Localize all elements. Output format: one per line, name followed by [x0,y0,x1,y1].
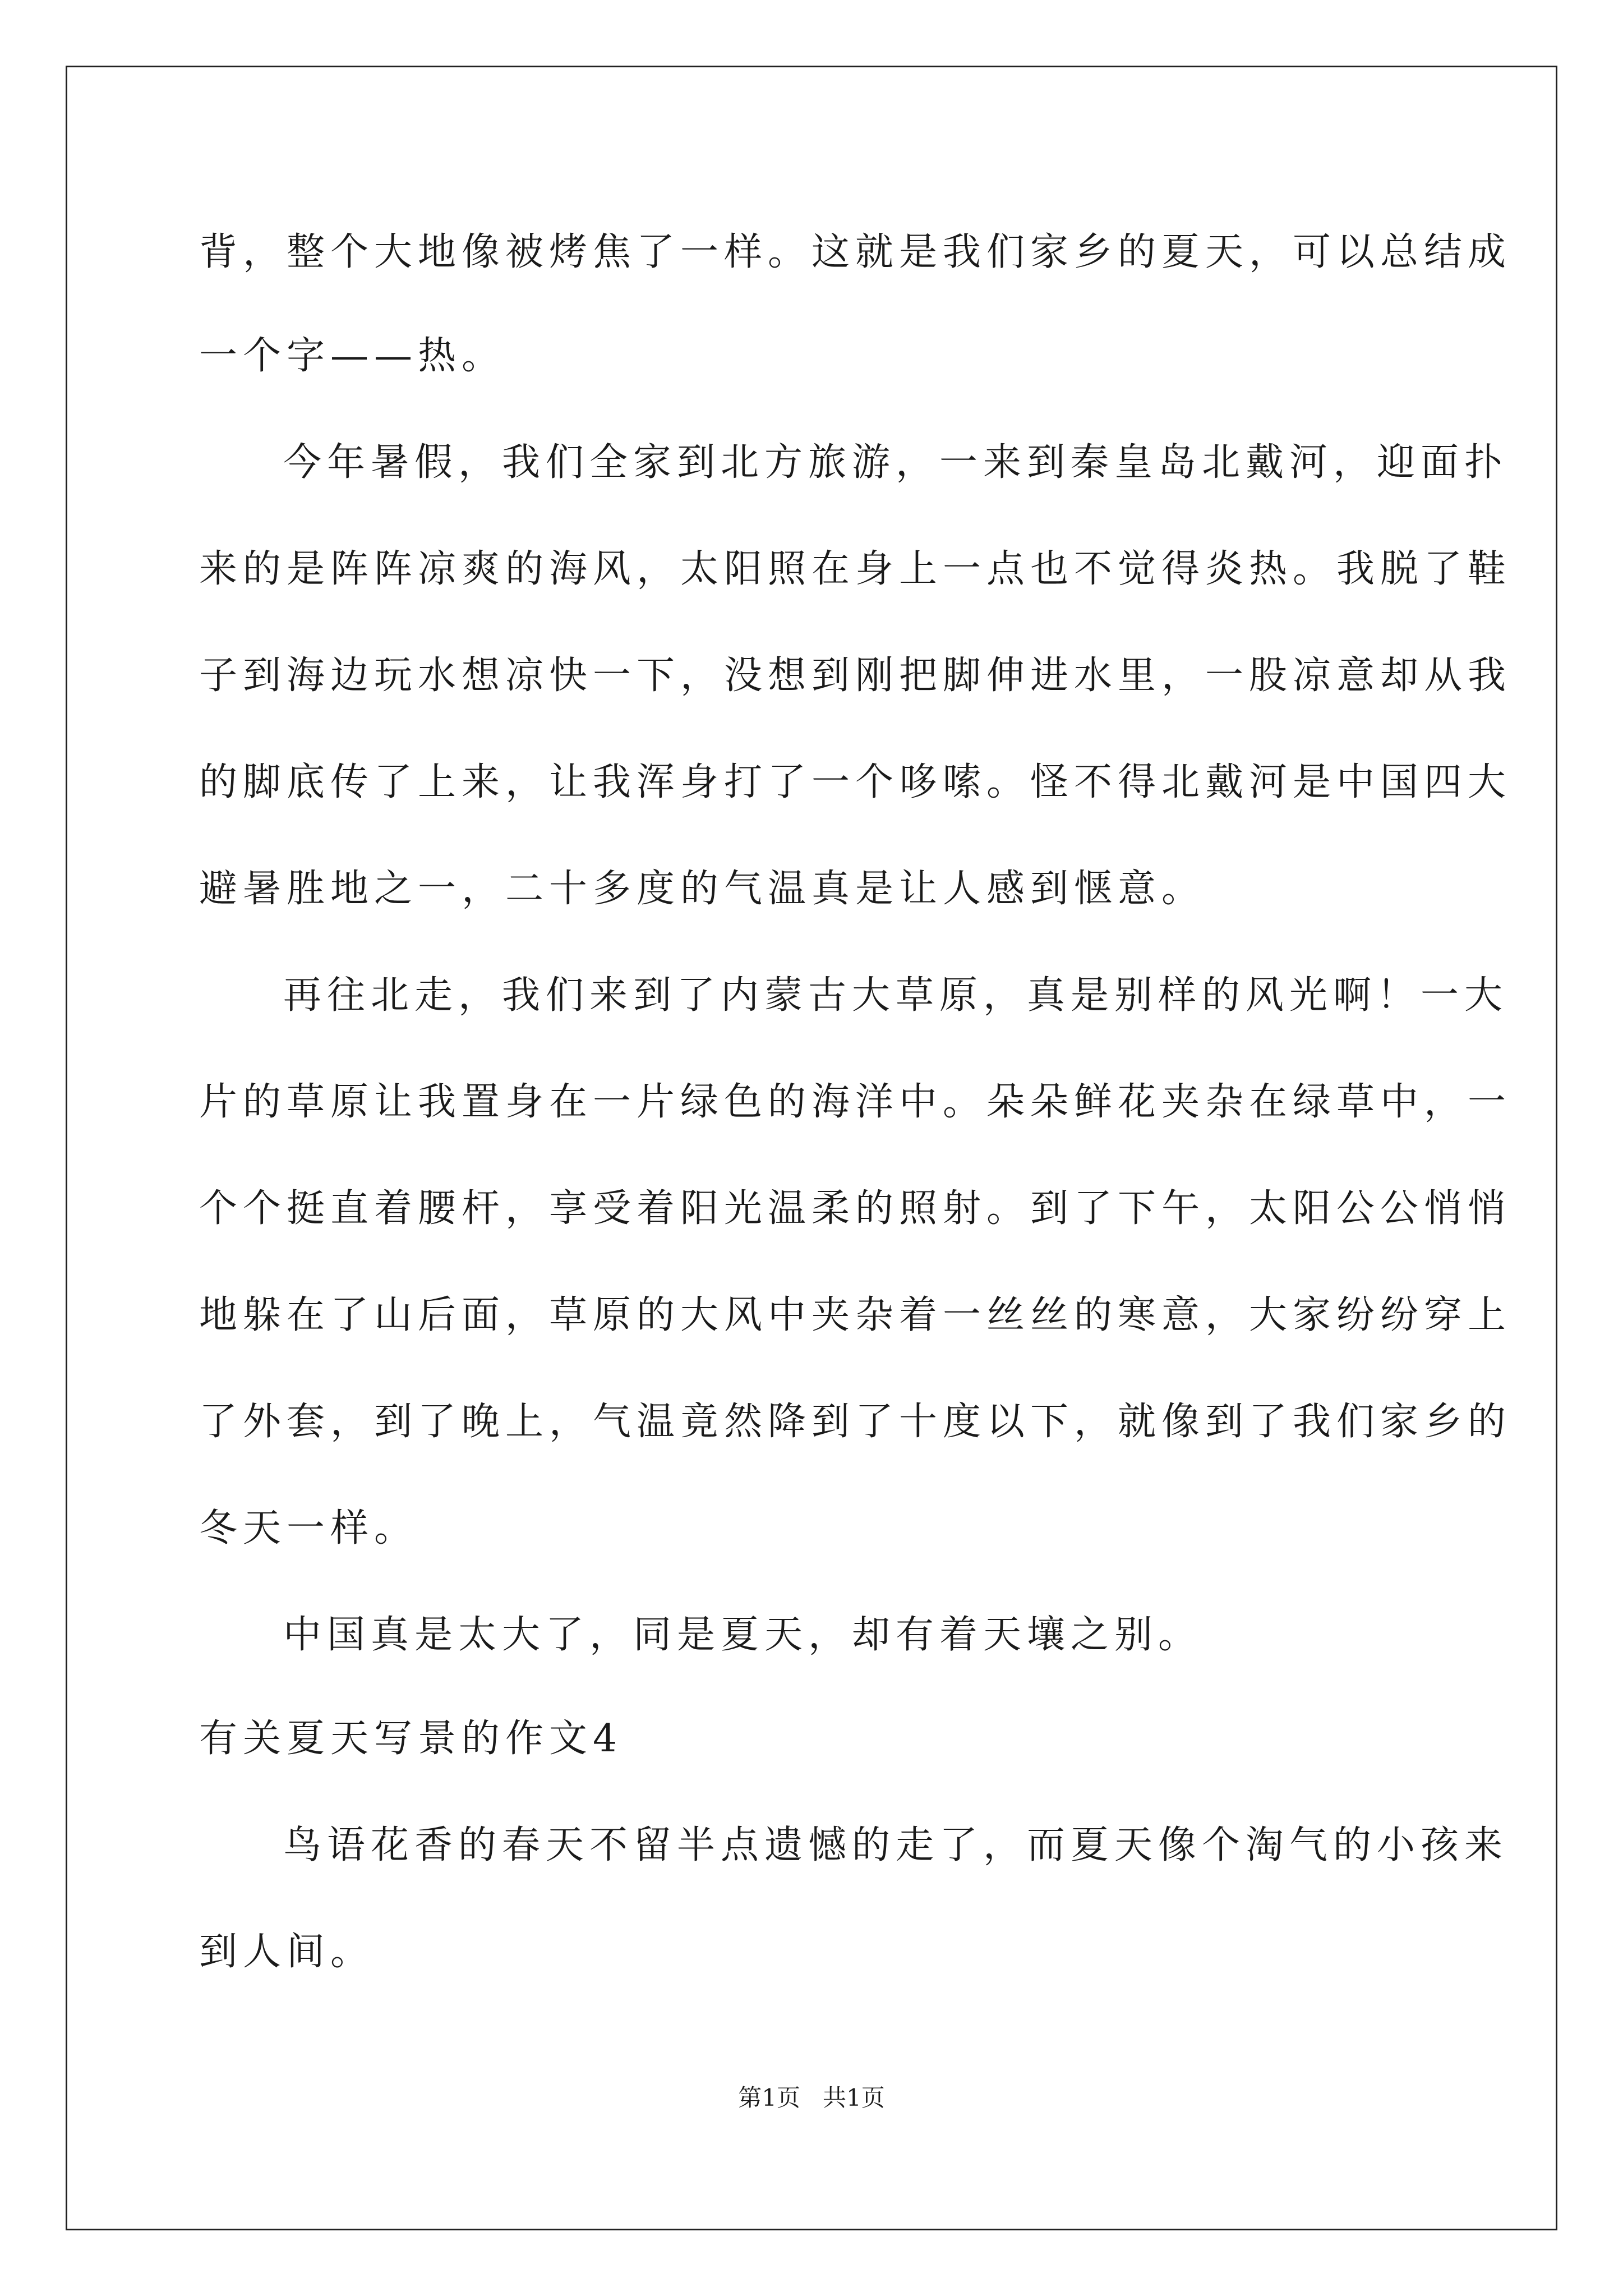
body-line: 背，整个大地像被烤焦了一样。这就是我们家乡的夏天，可以总结成 [199,230,1512,274]
paragraph-first-line: 今年暑假，我们全家到北方旅游，一来到秦皇岛北戴河，迎面扑 [283,440,1509,485]
body-line: 到人间。 [199,1930,375,1974]
body-line: 了外套，到了晚上，气温竟然降到了十度以下，就像到了我们家乡的 [199,1400,1512,1444]
body-line: 地躲在了山后面，草原的大风中夹杂着一丝丝的寒意，大家纷纷穿上 [199,1293,1512,1337]
body-line: 个个挺直着腰杆，享受着阳光温柔的照射。到了下午，太阳公公悄悄 [199,1186,1512,1231]
body-line: 片的草原让我置身在一片绿色的海洋中。朵朵鲜花夹杂在绿草中，一 [199,1080,1512,1124]
body-line: 来的是阵阵凉爽的海风，太阳照在身上一点也不觉得炎热。我脱了鞋 [199,547,1512,591]
paragraph-first-line: 再往北走，我们来到了内蒙古大草原，真是别样的风光啊！一大 [283,973,1509,1018]
body-line: 避暑胜地之一，二十多度的气温真是让人感到惬意。 [199,867,1206,911]
page-footer: 第1页 共1页 [738,2084,885,2111]
paragraph-first-line: 鸟语花香的春天不留半点遗憾的走了，而夏天像个淘气的小孩来 [283,1823,1509,1867]
paragraph-first-line: 中国真是太大了，同是夏天，却有着天壤之别。 [283,1613,1202,1657]
body-line: 一个字——热。 [199,334,506,378]
body-line: 冬天一样。 [199,1506,418,1550]
page-border [66,66,1557,2230]
section-heading: 有关夏天写景的作文4 [199,1717,623,1761]
body-line: 的脚底传了上来，让我浑身打了一个哆嗦。怪不得北戴河是中国四大 [199,760,1512,804]
body-line: 子到海边玩水想凉快一下，没想到刚把脚伸进水里，一股凉意却从我 [199,654,1512,698]
